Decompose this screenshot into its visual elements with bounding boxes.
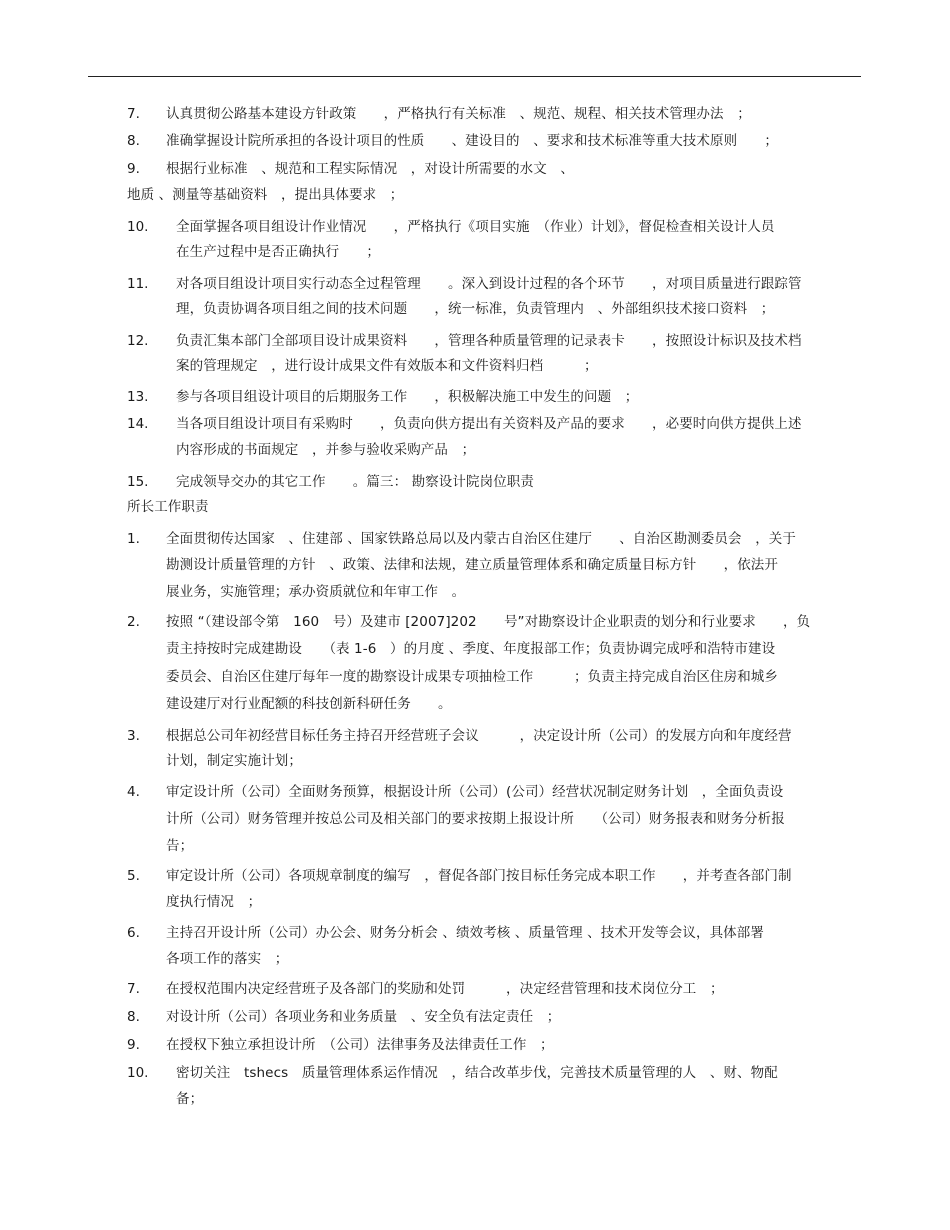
item-text: 在授权下独立承担设计所 （公司）法律事务及法律责任工作 ； xyxy=(166,1037,554,1053)
item-number: 9. xyxy=(127,161,140,177)
item-number: 8. xyxy=(127,133,140,149)
item-number: 3. xyxy=(127,728,140,744)
item-text: 对设计所（公司）各项业务和业务质量 、安全负有法定责任 ； xyxy=(166,1009,561,1025)
header-rule xyxy=(88,76,861,77)
item-number: 6. xyxy=(127,925,140,941)
item-text: 内容形成的书面规定 ，并参与验收采购产品 ； xyxy=(176,442,476,458)
item-number: 15. xyxy=(127,474,149,490)
item-text: 密切关注 tshecs 质量管理体系运作情况 ，结合改革步伐，完善技术质量管理的人 、财、物配 xyxy=(176,1065,778,1081)
item-text: 全面贯彻传达国家 、住建部 、国家铁路总局以及内蒙古自治区住建厅 、自治区勘测委员会 ，关于 xyxy=(166,531,796,547)
item-text: 全面掌握各项目组设计作业情况 ，严格执行《项目实施 （作业）计划》，督促检查相关设计人员 xyxy=(176,219,775,235)
item-text: 理，负责协调各项目组之间的技术问题 ，统一标准，负责管理内 、外部组织技术接口资料 ； xyxy=(176,301,775,317)
item-text: 根据总公司年初经营目标任务主持召开经营班子会议 ，决定设计所（公司）的发展方向和年度经营 xyxy=(166,728,792,744)
item-text: 度执行情况 ； xyxy=(166,894,262,910)
item-text: 准确掌握设计院所承担的各设计项目的性质 、建设目的 、要求和技术标准等重大技术原则 ； xyxy=(166,133,778,149)
item-text: 委员会、自治区住建厅每年一度的勘察设计成果专项抽检工作 ；负责主持完成自治区住房和城乡 xyxy=(166,669,778,685)
item-text: 根据行业标准 、规范和工程实际情况 ，对设计所需要的水文 、 xyxy=(166,161,574,177)
item-text: 展业务，实施管理；承办资质就位和年审工作 。 xyxy=(166,584,466,600)
item-number: 7. xyxy=(127,981,140,997)
item-text: 在生产过程中是否正确执行 ； xyxy=(176,244,380,260)
item-number: 11. xyxy=(127,276,149,292)
item-text: 各项工作的落实 ； xyxy=(166,951,289,967)
item-text: 认真贯彻公路基本建设方针政策 ，严格执行有关标准 、规范、规程、相关技术管理办法 ； xyxy=(166,106,751,122)
item-text: 勘测设计质量管理的方针 、政策、法律和法规，建立质量管理体系和确定质量目标方针 ，依法开 xyxy=(166,557,778,573)
item-text: 建设建厅对行业配额的科技创新科研任务 。 xyxy=(166,696,452,712)
item-number: 7. xyxy=(127,106,140,122)
section-heading: 所长工作职责 xyxy=(127,499,209,515)
item-text: 告； xyxy=(166,838,194,854)
item-number: 4. xyxy=(127,784,140,800)
item-number: 8. xyxy=(127,1009,140,1025)
item-text: 参与各项目组设计项目的后期服务工作 ，积极解决施工中发生的问题 ； xyxy=(176,389,639,405)
item-text: 责主持按时完成建勘设 （表 1-6 ）的月度 、季度、年度报部工作；负责协调完成呼和浩特市建设 xyxy=(166,641,776,657)
item-number: 10. xyxy=(127,219,149,235)
item-number: 2. xyxy=(127,614,140,630)
item-number: 1. xyxy=(127,531,140,547)
item-number: 10. xyxy=(127,1065,149,1081)
item-text: 备； xyxy=(176,1091,204,1107)
item-number: 5. xyxy=(127,868,140,884)
item-text: 计划，制定实施计划； xyxy=(166,753,302,769)
item-text: 完成领导交办的其它工作 。篇三： 勘察设计院岗位职责 xyxy=(176,474,534,490)
item-number: 13. xyxy=(127,389,149,405)
item-text: 审定设计所（公司）各项规章制度的编写 ，督促各部门按目标任务完成本职工作 ，并考查各部门制 xyxy=(166,868,792,884)
item-number: 9. xyxy=(127,1037,140,1053)
item-text: 计所（公司）财务管理并按总公司及相关部门的要求按期上报设计所 （公司）财务报表和财务分析报 xyxy=(166,811,785,827)
item-number: 12. xyxy=(127,333,149,349)
item-continuation: 地质 、测量等基础资料 ，提出具体要求 ； xyxy=(127,187,404,203)
item-text: 对各项目组设计项目实行动态全过程管理 。深入到设计过程的各个环节 ，对项目质量进行跟踪管 xyxy=(176,276,802,292)
item-text: 当各项目组设计项目有采购时 ，负责向供方提出有关资料及产品的要求 ，必要时向供方提供上述 xyxy=(176,416,802,432)
item-text: 主持召开设计所（公司）办公会、财务分析会 、绩效考核 、质量管理 、技术开发等会议，具体部署 xyxy=(166,925,764,941)
item-text: 按照 “（建设部令第 160 号）及建市 [2007]202 号”对勘察设计企业职责的划分和行业要求 ，负 xyxy=(166,614,811,630)
item-text: 在授权范围内决定经营班子及各部门的奖励和处罚 ，决定经营管理和技术岗位分工 ； xyxy=(166,981,724,997)
item-text: 案的管理规定 ，进行设计成果文件有效版本和文件资料归档 ； xyxy=(176,358,598,374)
item-text: 审定设计所（公司）全面财务预算，根据设计所（公司）(公司）经营状况制定财务计划 ，全面负责设 xyxy=(166,784,784,800)
item-number: 14. xyxy=(127,416,149,432)
item-text: 负责汇集本部门全部项目设计成果资料 ，管理各种质量管理的记录表卡 ，按照设计标识及技术档 xyxy=(176,333,802,349)
